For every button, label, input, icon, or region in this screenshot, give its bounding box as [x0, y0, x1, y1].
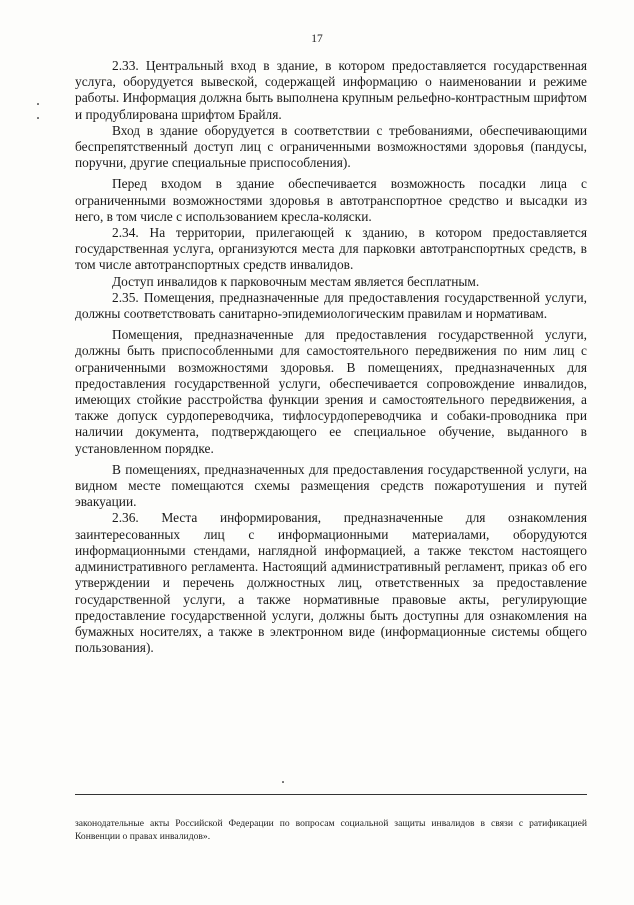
footnote-divider [75, 794, 587, 795]
paragraph-2-36: 2.36. Места информирования, предназначенные для ознакомления заинтересованных лиц с информационными материалами, оборудуются информационными стендами, наглядной информацией, а также текстом настоящего административного регламента. Настоящий административный регламент, приказ об его утверждении и перечень должностных лиц, ответственных за предоставление государственной услуги, а также нормативные правовые акты, регулирующие предоставление государственной услуги, должны быть доступны для ознакомления на бумажных носителях, а также в электронном виде (информационные системы общего пользования). [75, 510, 587, 656]
paragraph-entrance-equipment: Вход в здание оборудуется в соответствии с требованиями, обеспечивающими беспрепятственный доступ лиц с ограниченными возможностями здоровья (пандусы, поручни, другие специальные приспособления). [75, 122, 587, 171]
scan-speck [282, 781, 284, 783]
page-number: 17 [311, 33, 323, 45]
scan-speck [37, 117, 39, 119]
document-body [75, 58, 587, 656]
footnote: законодательные акты Российской Федерации по вопросам социальной защиты инвалидов в связи с ратификацией Конвенции о правах инвалидов». [75, 818, 587, 842]
paragraph-evacuation-schemes: В помещениях, предназначенных для предоставления государственной услуги, на видном месте помещаются схемы размещения средств пожаротушения и путей эвакуации. [75, 461, 587, 510]
paragraph-2-35: 2.35. Помещения, предназначенные для предоставления государственной услуги, должны соответствовать санитарно-эпидемиологическим правилам и нормативам. [75, 289, 587, 322]
paragraph-free-parking: Доступ инвалидов к парковочным местам является бесплатным. [112, 273, 480, 289]
paragraph-boarding: Перед входом в здание обеспечивается возможность посадки лица с ограниченными возможностями здоровья в автотранспортное средство и высадки из него, в том числе с использованием кресла-коляски. [75, 176, 587, 224]
paragraph-2-34: 2.34. На территории, прилегающей к зданию, в котором предоставляется государственная услуга, организуются места для парковки автотранспортных средств, в том числе автотранспортных средств инвалидов. [75, 225, 587, 273]
paragraph-2-33: 2.33. Центральный вход в здание, в котором предоставляется государственная услуга, оборудуется вывеской, содержащей информацию о наименовании и режиме работы. Информация должна быть выполнена крупным рельефно-контрастным шрифтом и продублирована шрифтом Брайля. [75, 58, 587, 122]
paragraph-premises-accessibility: Помещения, предназначенные для предоставления государственной услуги, должны быть приспособленными для самостоятельного передвижения по ним лиц с ограниченными возможностями здоровья. В помещениях, предназначенных для предоставления государственной услуги, обеспечивается сопровождение инвалидов, имеющих стойкие расстройства функции зрения и самостоятельного передвижения, а также допуск сурдопереводчика, тифлосурдопереводчика и собаки-проводника при наличии документа, подтверждающего ее специальное обучение, выданного в установленном порядке. [75, 327, 587, 456]
scan-speck [37, 103, 39, 105]
